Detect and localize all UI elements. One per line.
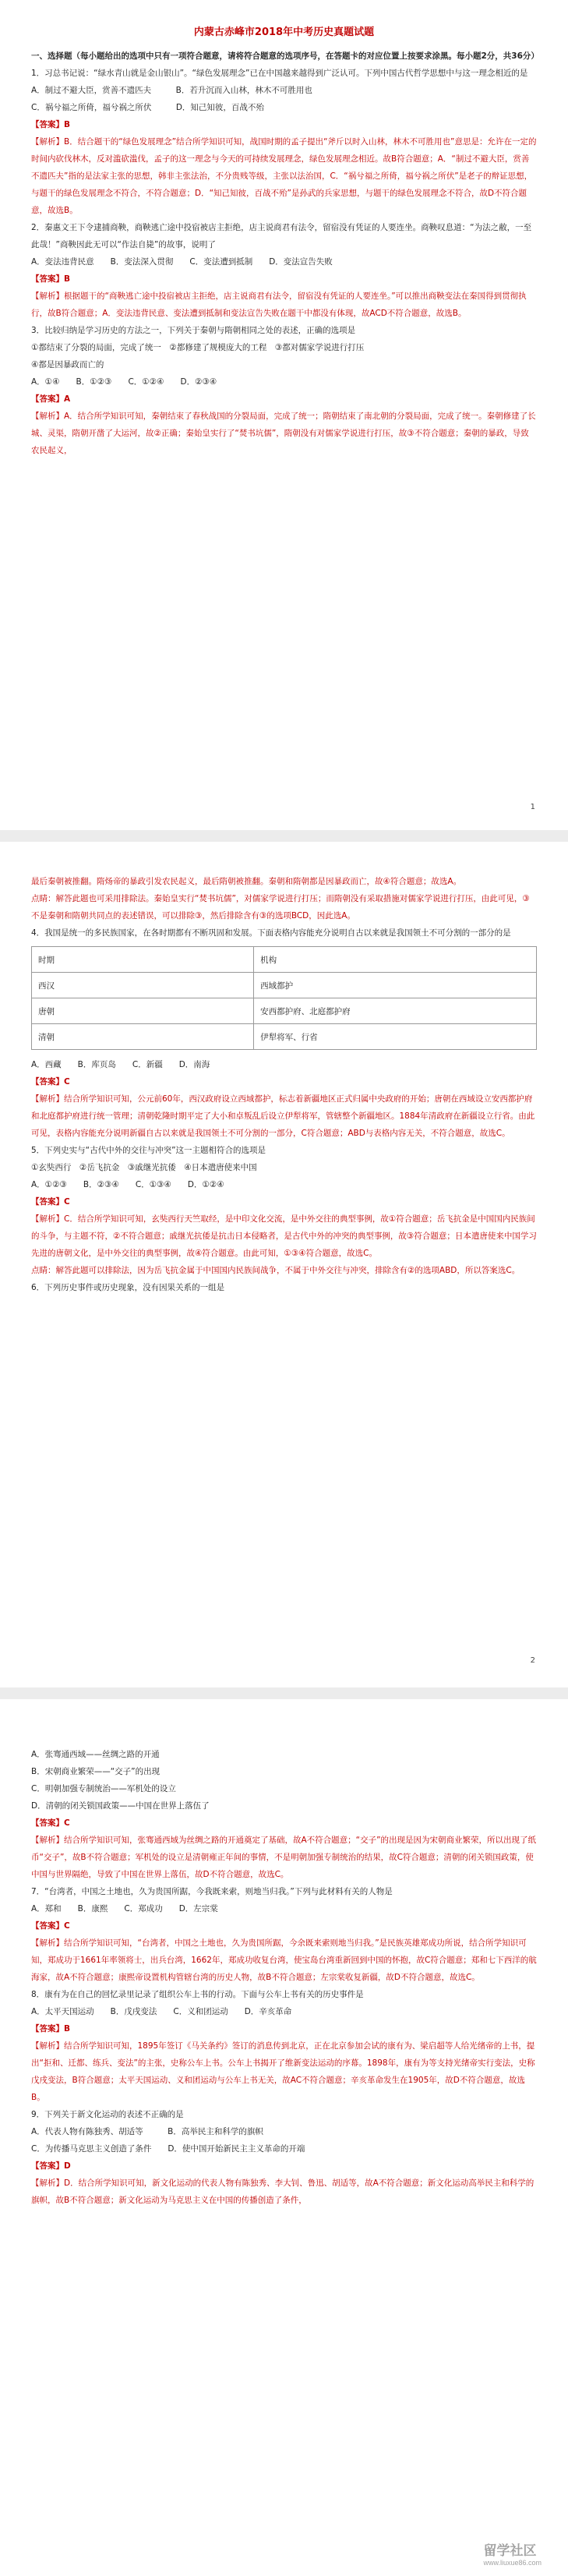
question-text: ①都结束了分裂的局面，完成了统一 ②都修建了规模庞大的工程 ③都对儒家学说进行打压 <box>31 343 365 352</box>
question-text: A．①②③ B．②③④ C．①③④ D．①②④ <box>31 1180 224 1189</box>
analysis-text: 【解析】结合所学知识可知，张骞通西域为丝绸之路的开通奠定了基础，故A不符合题意；“交子”的出现是因为宋朝商业繁荣，所以出现了纸币“交子”，故B不符合题意；军机处的设立是清朝雍正年间的事情，不是明朝加强专制统治的结果，故C符合题意；清朝的闭关锁国政策，使中国与世界隔绝，导致了中国在世界上落伍，故D不符合题意，故选C。 <box>31 1836 537 1879</box>
page-2-content-continued <box>31 1056 537 1296</box>
analysis-text: 【解析】结合所学知识可知，“台湾者，中国之土地也，久为贵国所踞，今余既来索则地当归我。”是民族英雄郑成功所说，结合所学知识可知，郑成功于1661年率领将士，出兵台湾，1662年，郑成功收复台湾，使宝岛台湾重新回到中国的怀抱，故C符合题意；郑和七下西洋的航海家，故A不符合题意；康熙帝设置机构管辖台湾的历史人物，故B不符合题意；左宗棠收复新疆，故D不符合题意，故选C。 <box>31 1938 537 1982</box>
question-text: 6．下列历史事件或历史现象，没有因果关系的一组是 <box>31 1283 225 1292</box>
era-table <box>31 946 537 1050</box>
table-cell: 唐朝 <box>32 998 254 1024</box>
analysis-text: 【解析】结合所学知识可知，公元前60年，西汉政府设立西域都护，标志着新疆地区正式归属中央政府的开始；唐朝在西域设立安西都护府和北庭都护府进行统一管理；清朝乾隆时期平定了大小和卓叛乱后设立伊犁将军，管辖整个新疆地区。1884年清政府在新疆设立行省。由此可见，表格内容能充分说明新疆自古以来就是我国领土不可分割的一部分，C符合题意；ABD与表格内容无关，不符合题意，故选C。 <box>31 1094 535 1138</box>
question-text: 4．我国是统一的多民族国家，在各时期都有不断巩固和发展。下面表格内容能充分说明自古以来就是我国领土不可分割的一部分的是 <box>31 928 511 938</box>
page-3-content <box>31 1746 537 2209</box>
analysis-text: 【解析】B．结合题干的“绿色发展理念”结合所学知识可知，战国时期的孟子提出“斧斤以时入山林，林木不可胜用也”意思是：允许在一定的时间内砍伐林木，反对滥砍滥伐，孟子的这一理念与今天的可持续发展理念，绿色发展理念相近。故B符合题意；A．“制过不避大臣，赏善不遗匹夫”指的是法家主张的思想，韩非主张法治，不分贵贱等级，主张以法治国，C．“祸兮福之所倚，福兮祸之所伏”是老子的辩证思想，与题干的绿色发展理念不符合，不符合题意；D．“知己知彼，百战不殆”是孙武的兵家思想，与题干的绿色发展理念不符合，故D不符合题意，故选B。 <box>31 137 537 215</box>
page-2 <box>0 842 568 1687</box>
analysis-text: 【解析】根据题干的“商鞅逃亡途中投宿被店主拒绝，店主说商君有法令，留宿没有凭证的人要连坐。”可以推出商鞅变法在秦国得到贯彻执行，故B符合题意；A．变法违背民意、变法遭到抵制和变法宣告失败在题干中都没有体现，故ACD不符合题意，故选B。 <box>31 292 527 318</box>
table-row <box>32 1024 537 1050</box>
table-cell: 西域都护 <box>254 973 537 998</box>
question-text: A．代表人物有陈独秀、胡适等 B．高举民主和科学的旗帜 <box>31 2127 263 2136</box>
answer-label: 【答案】C <box>31 1077 70 1087</box>
page-number: 2 <box>530 1656 535 1665</box>
question-text: 2．秦惠文王下令逮捕商鞅，商鞅逃亡途中投宿被店主拒绝，店主说商君有法令，留宿没有凭证的人要连坐。商鞅叹息道：“为法之敝，一至此哉！”商鞅因此无可以“作法自毙”的故事，说明了 <box>31 223 532 249</box>
question-text: A．张骞通西域——丝绸之路的开通 <box>31 1750 160 1759</box>
analysis-text: 【解析】C．结合所学知识可知，玄奘西行天竺取经，是中印文化交流，是中外交往的典型事例，故①符合题意；岳飞抗金是中国国内民族间的斗争，与主题不符，②不符合题意；戚继光抗倭是抗击日本侵略者，是古代中外的冲突的典型事例，故③符合题意；日本遣唐使来中国学习先进的唐朝文化，是中外交往的典型事例，故④符合题意。由此可知，①③④符合题意，故选C。 <box>31 1214 537 1258</box>
answer-label: 【答案】B <box>31 2024 71 2034</box>
question-text: 7．“台湾者，中国之土地也，久为贵国所踞，今我既来索，则地当归我。”下列与此材料有关的人物是 <box>31 1887 393 1896</box>
question-text: A．制过不避大臣，赏善不遗匹夫 B．若升沉而入山林，林木不可胜用也 <box>31 86 312 95</box>
question-text: C．为传播马克思主义创造了条件 D．使中国开始新民主主义革命的开端 <box>31 2144 305 2154</box>
analysis-text: 点睛：解答此题也可采用排除法。秦始皇实行“焚书坑儒”，对儒家学说进行打压；而隋朝没有采取措施对儒家学说进行打压，由此可见，③不是秦朝和隋朝共同点的表述错误，可以排除③，然后排除含有③的选项BCD，因此选A。 <box>31 894 530 921</box>
page-number: 1 <box>530 803 535 811</box>
question-text: D．清朝的闭关锁国政策——中国在世界上落伍了 <box>31 1801 210 1811</box>
question-text: A．太平天国运动 B．戊戌变法 C．义和团运动 D．辛亥革命 <box>31 2007 292 2016</box>
page-2-content <box>31 873 537 942</box>
question-text: ④都是因暴政而亡的 <box>31 360 104 369</box>
question-text: ①玄奘西行 ②岳飞抗金 ③戚继光抗倭 ④日本遣唐使来中国 <box>31 1163 257 1172</box>
table-cell: 安西都护府、北庭都护府 <box>254 998 537 1024</box>
question-text: 一、选择题（每小题给出的选项中只有一项符合题意，请将符合题意的选项序号，在答题卡的对应位置上按要求涂黑。每小题2分，共36分） <box>31 51 539 61</box>
table-header: 时期 <box>32 947 254 973</box>
table-cell: 西汉 <box>32 973 254 998</box>
analysis-text: 点睛：解答此题可以排除法，因为岳飞抗金属于中国国内民族间战争，不属于中外交往与冲突，排除含有②的选项ABD，所以答案选C。 <box>31 1266 520 1275</box>
table-header-row <box>32 947 537 973</box>
question-text: A．①④ B．①②③ C．①②④ D．②③④ <box>31 377 217 387</box>
question-text: C．明朝加强专制统治——军机处的设立 <box>31 1784 176 1793</box>
analysis-text: 【解析】结合所学知识可知，1895年签订《马关条约》签订的消息传到北京，正在北京参加会试的康有为、梁启超等人给光绪帝的上书，提出“拒和、迁都、练兵、变法”的主张，史称公车上书。公车上书揭开了维新变法运动的序幕。1898年，康有为等支持光绪帝实行变法，史称戊戌变法，B符合题意；太平天国运动、义和团运动与公车上书无关，故AC不符合题意；辛亥革命发生在1905年，故D不符合题意，故选B。 <box>31 2041 535 2102</box>
table-cell: 伊犁将军、行省 <box>254 1024 537 1050</box>
analysis-text: 最后秦朝被推翻。隋炀帝的暴政引发农民起义，最后隋朝被推翻。秦朝和隋朝都是因暴政而亡，故④符合题意；故选A。 <box>31 877 462 886</box>
page-3 <box>0 1699 568 2576</box>
analysis-text: 【解析】D．结合所学知识可知，新文化运动的代表人物有陈独秀、李大钊、鲁迅、胡适等，故A不符合题意；新文化运动高举民主和科学的旗帜，故B不符合题意；新文化运动为马克思主义在中国的传播创造了条件， <box>31 2178 534 2205</box>
question-text: A．西藏 B．库页岛 C．新疆 D．南海 <box>31 1060 210 1069</box>
table-row <box>32 973 537 998</box>
question-text: A．变法违背民意 B．变法深入贯彻 C．变法遭到抵制 D．变法宣告失败 <box>31 257 333 267</box>
answer-label: 【答案】D <box>31 2161 71 2171</box>
answer-label: 【答案】B <box>31 120 71 129</box>
question-text: 5．下列史实与“古代中外的交往与冲突”这一主题相符合的选项是 <box>31 1146 266 1155</box>
question-text: 8．康有为在自己的回忆录里记录了组织公车上书的行动。下面与公车上书有关的历史事件是 <box>31 1990 364 1999</box>
page-1-content <box>31 48 537 459</box>
table-header: 机构 <box>254 947 537 973</box>
question-text: A．郑和 B．康熙 C．郑成功 D．左宗棠 <box>31 1904 218 1913</box>
answer-label: 【答案】A <box>31 394 71 404</box>
question-text: 1．习总书记说：“绿水青山就是金山银山”。“绿色发展理念”已在中国越来越得到广泛认可。下列中国古代哲学思想中与这一理念相近的是 <box>31 69 528 78</box>
watermark-text: 留学社区 <box>483 2543 537 2558</box>
question-text: B．宋朝商业繁荣——“交子”的出现 <box>31 1767 161 1776</box>
table-cell: 清朝 <box>32 1024 254 1050</box>
table-row <box>32 998 537 1024</box>
answer-label: 【答案】C <box>31 1818 70 1828</box>
document-title: 内蒙古赤峰市2018年中考历史真题试题 <box>193 27 375 38</box>
question-text: 9．下列关于新文化运动的表述不正确的是 <box>31 2110 184 2119</box>
page-1 <box>0 0 568 830</box>
watermark-logo <box>483 2539 542 2567</box>
question-text: 3．比较归纳是学习历史的方法之一，下列关于秦朝与隋朝相同之处的表述，正确的选项是 <box>31 326 356 335</box>
answer-label: 【答案】C <box>31 1197 70 1207</box>
answer-label: 【答案】B <box>31 274 71 284</box>
answer-label: 【答案】C <box>31 1921 70 1931</box>
question-text: C．祸兮福之所倚，福兮祸之所伏 D．知己知彼，百战不殆 <box>31 103 264 112</box>
analysis-text: 【解析】A．结合所学知识可知，秦朝结束了春秋战国的分裂局面，完成了统一；隋朝结束了南北朝的分裂局面，完成了统一。秦朝修建了长城、灵渠，隋朝开凿了大运河，故②正确；秦始皇实行了“焚书坑儒”，隋朝没有对儒家学说进行打压，故③不符合题意；秦朝的暴政，导致农民起义， <box>31 412 536 455</box>
watermark-url: www.liuxue86.com <box>483 2559 542 2567</box>
